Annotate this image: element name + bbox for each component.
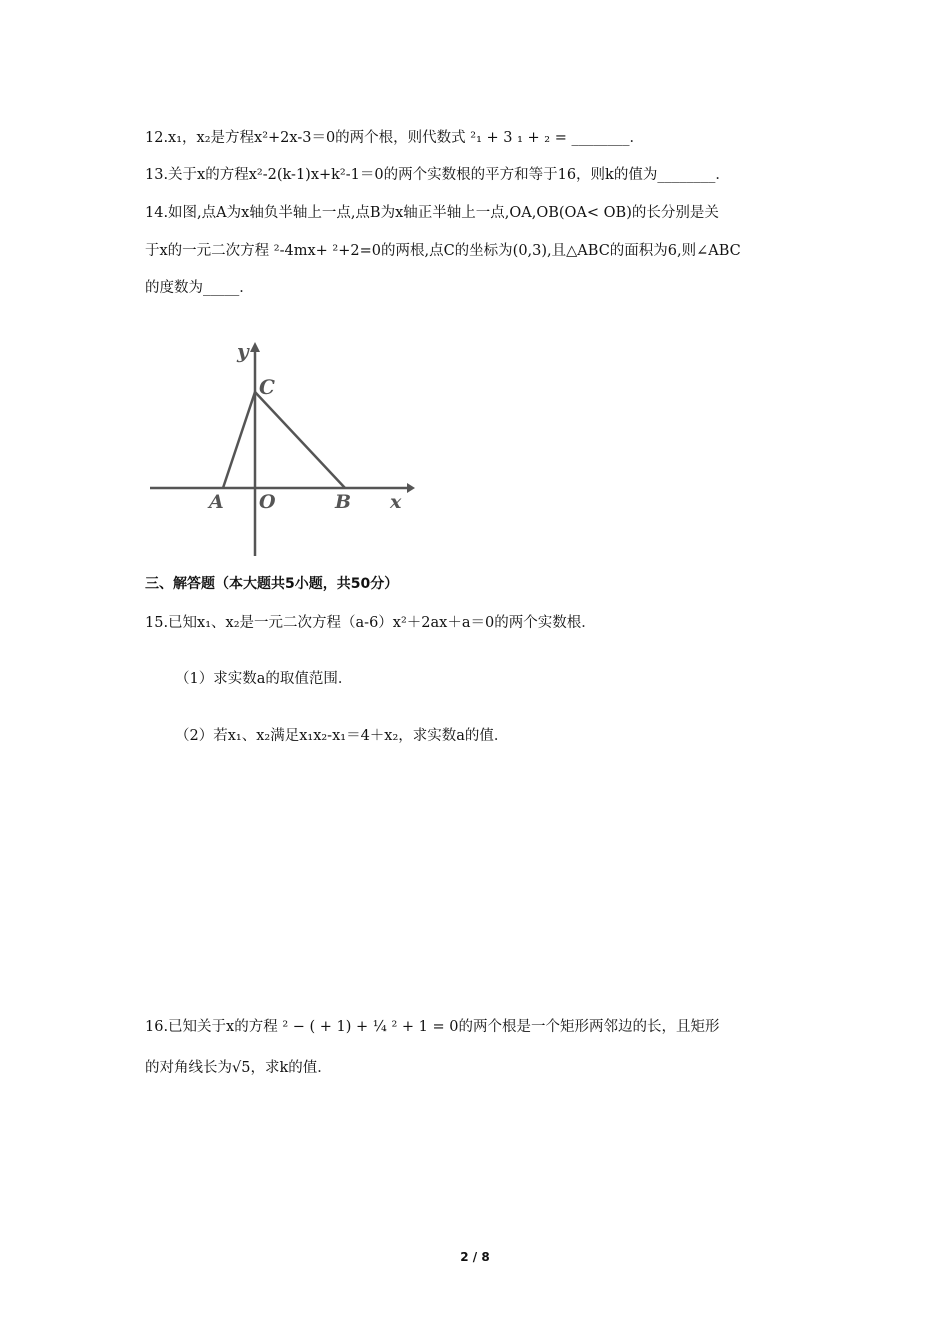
section-3-heading: 三、解答题（本大题共5小题，共50分） bbox=[145, 576, 399, 592]
segment-ac bbox=[223, 392, 255, 488]
label-o: O bbox=[259, 491, 276, 513]
x-axis-arrow bbox=[407, 483, 415, 493]
segment-cb bbox=[255, 392, 345, 488]
question-15: 15.已知x₁、x₂是一元二次方程（a-6）x²＋2ax＋a＝0的两个实数根． bbox=[145, 615, 596, 631]
triangle-figure bbox=[145, 338, 415, 560]
page-number: 2 / 8 bbox=[460, 1250, 490, 1264]
question-16-line-1: 16.已知关于x的方程 ² − ( + 1) + ¼ ² + 1 = 0的两个根是一个矩形两邻边的长，且矩形 bbox=[145, 1019, 720, 1035]
question-15-part-1: （1）求实数a的取值范围． bbox=[175, 671, 353, 687]
question-12: 12.x₁，x₂是方程x²+2x-3＝0的两个根，则代数式 ²₁ + 3 ₁ + ₂ = ________． bbox=[145, 130, 644, 146]
label-a: A bbox=[209, 491, 224, 513]
label-b: B bbox=[335, 491, 352, 513]
label-c: C bbox=[259, 375, 275, 399]
label-y: y bbox=[237, 339, 249, 363]
question-14-line-3: 的度数为_____． bbox=[145, 280, 254, 296]
y-axis-arrow bbox=[250, 342, 260, 352]
question-13: 13.关于x的方程x²-2(k-1)x+k²-1＝0的两个实数根的平方和等于16，则k的值为________． bbox=[145, 167, 730, 183]
question-14-line-1: 14.如图,点A为x轴负半轴上一点,点B为x轴正半轴上一点,OA,OB(OA< OB)的长分别是关 bbox=[145, 205, 719, 221]
question-16-line-2: 的对角线长为√5，求k的值． bbox=[145, 1060, 332, 1076]
question-15-part-2: （2）若x₁、x₂满足x₁x₂-x₁＝4＋x₂，求实数a的值． bbox=[175, 728, 509, 744]
question-14-line-2: 于x的一元二次方程 ²-4mx+ ²+2=0的两根,点C的坐标为(0,3),且△ABC的面积为6,则∠ABC bbox=[145, 243, 741, 259]
label-x: x bbox=[390, 491, 402, 513]
